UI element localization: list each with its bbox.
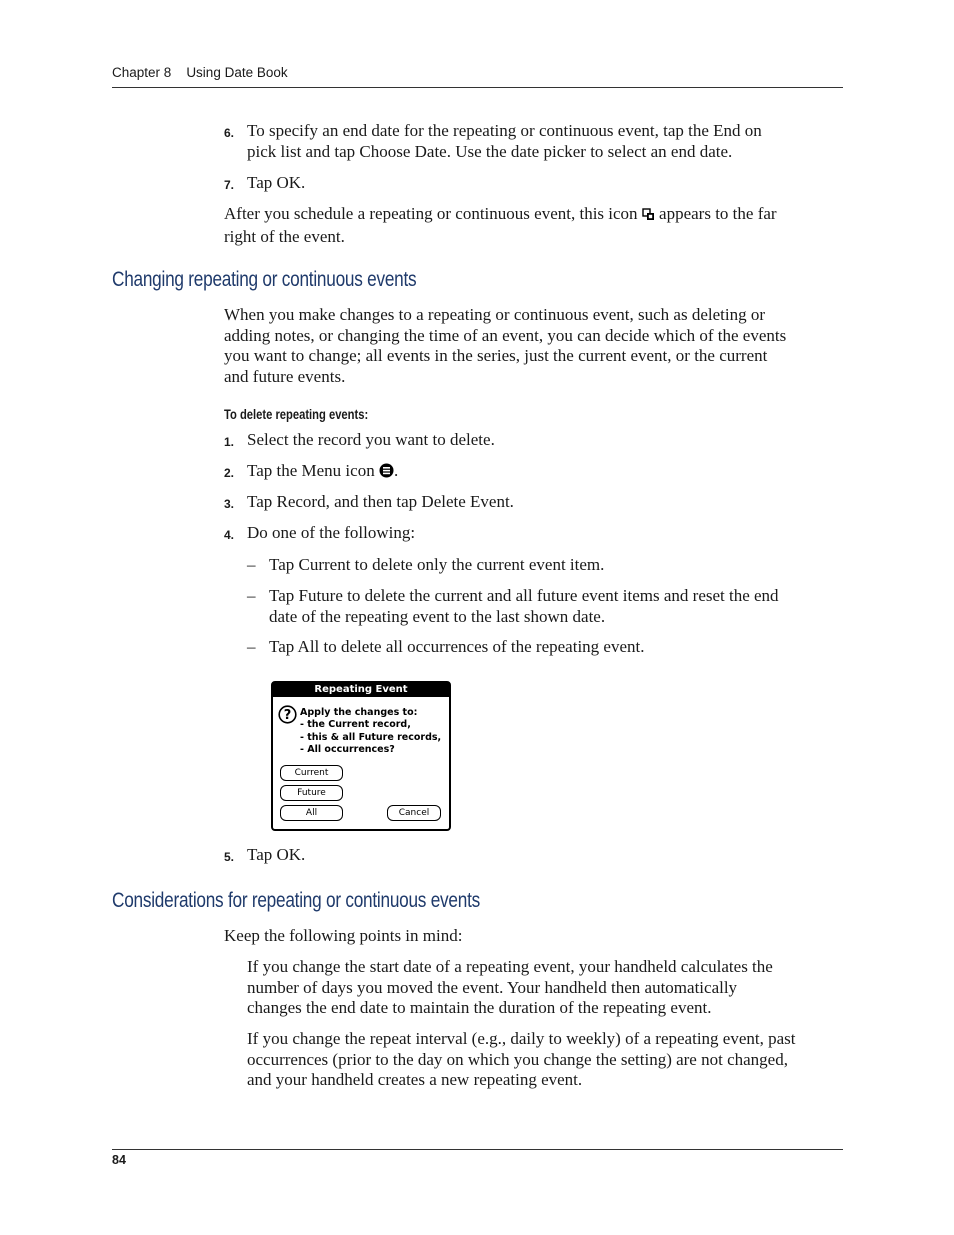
intro-line: When you make changes to a repeating or continuous event, such as deleting or: [224, 305, 765, 324]
step-text: Tap Record, and then tap Delete Event.: [247, 492, 514, 511]
paragraph-line: occurrences (prior to the day on which you change the setting) are not changed,: [247, 1049, 788, 1069]
step-text: Tap OK.: [247, 173, 306, 192]
paragraph-line: If you change the repeat interval (e.g., daily to weekly) of a repeating event, past: [247, 1029, 796, 1048]
chapter-label: Chapter 8: [112, 65, 172, 80]
step-number: 1.: [224, 435, 235, 449]
step-text: Tap OK.: [247, 845, 306, 864]
running-header: [112, 65, 288, 80]
section-heading: Considerations for repeating or continuous events: [112, 889, 480, 912]
consideration-paragraph: [247, 957, 773, 1019]
step-text-line: To specify an end date for the repeating or continuous event, tap the End on: [247, 121, 762, 140]
footer-rule: [112, 1149, 843, 1150]
paragraph-text: After you schedule a repeating or continuous event, this icon: [224, 204, 638, 223]
step-number: 2.: [224, 466, 235, 480]
list-item-line: Tap Future to delete the current and all future event items and reset the end: [269, 586, 779, 605]
section-intro: Keep the following points in mind:: [224, 926, 463, 945]
paragraph-text: appears to the far: [659, 204, 777, 223]
list-dash: –: [247, 637, 256, 656]
paragraph-line: and your handheld creates a new repeating event.: [247, 1070, 583, 1089]
repeat-icon-paragraph: [224, 204, 844, 247]
step-text: [247, 121, 847, 162]
step-text-line: pick list and tap Choose Date. Use the date picker to select an end date.: [247, 141, 733, 161]
list-item: Tap All to delete all occurrences of the repeating event.: [269, 637, 645, 656]
list-dash: –: [247, 555, 256, 574]
intro-line: and future events.: [224, 366, 346, 386]
paragraph-line: If you change the start date of a repeating event, your handheld calculates the: [247, 957, 773, 976]
section-intro: [224, 305, 844, 387]
paragraph-text: right of the event.: [224, 226, 345, 246]
step-number: 5.: [224, 850, 235, 864]
question-icon: [278, 705, 297, 728]
consideration-paragraph: [247, 1029, 796, 1091]
paragraph-line: changes the end date to maintain the duration of the repeating event.: [247, 998, 712, 1017]
step-text: Select the record you want to delete.: [247, 430, 495, 449]
step-number: 6.: [224, 126, 235, 140]
header-rule: [112, 87, 843, 88]
step-text-part: .: [393, 461, 399, 480]
list-item: Tap Current to delete only the current event item.: [269, 555, 605, 574]
dialog-message: Apply the changes to: - the Current record, - this & all Future records, - All occurrences?: [300, 707, 442, 755]
cancel-button[interactable]: Cancel: [387, 805, 441, 821]
repeating-event-dialog: [271, 681, 451, 831]
step-text: Do one of the following:: [247, 523, 416, 542]
procedure-heading: To delete repeating events:: [224, 406, 369, 422]
step-text: [247, 461, 398, 484]
list-item: [269, 586, 779, 627]
future-button[interactable]: Future: [280, 785, 343, 801]
chapter-title: Using Date Book: [186, 65, 288, 80]
repeat-icon: [642, 206, 655, 227]
page-number: 84: [112, 1153, 126, 1167]
current-button[interactable]: Current: [280, 765, 343, 781]
step-number: 7.: [224, 178, 235, 192]
step-number: 3.: [224, 497, 235, 511]
list-dash: –: [247, 586, 256, 605]
list-item-line: date of the repeating event to the last shown date.: [269, 606, 606, 626]
menu-icon: [379, 463, 394, 484]
dialog-title: Repeating Event: [273, 683, 449, 697]
step-text-part: Tap the Menu icon: [247, 461, 375, 480]
section-heading: Changing repeating or continuous events: [112, 268, 417, 291]
intro-line: you want to change; all events in the series, just the current event, or the current: [224, 346, 768, 365]
step-number: 4.: [224, 528, 235, 542]
svg-text:?: ?: [283, 708, 292, 723]
all-button[interactable]: All: [280, 805, 343, 821]
paragraph-line: number of days you moved the event. Your handheld then automatically: [247, 977, 738, 997]
intro-line: adding notes, or changing the time of an event, you can decide which of the events: [224, 325, 787, 345]
